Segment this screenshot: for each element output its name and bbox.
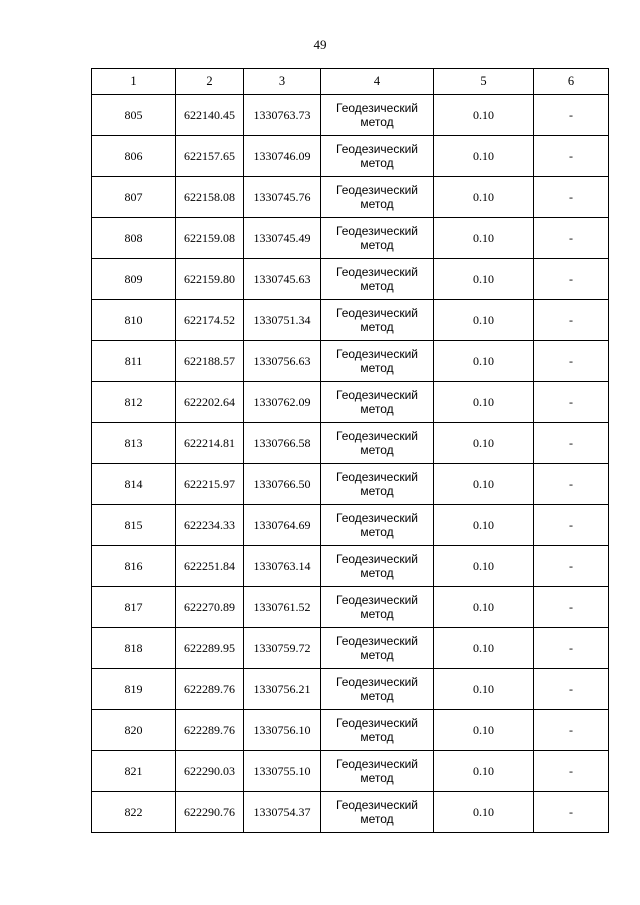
method-cell xyxy=(321,792,434,833)
page-number: 49 xyxy=(313,37,327,52)
note-cell: - xyxy=(534,628,609,669)
method-line: метод xyxy=(360,689,394,703)
note-cell: - xyxy=(534,218,609,259)
table-row xyxy=(92,177,609,218)
y-coordinate-cell: 1330766.50 xyxy=(244,464,321,505)
x-coordinate-cell: 622290.03 xyxy=(176,751,244,792)
x-coordinate-cell: 622174.52 xyxy=(176,300,244,341)
table-row xyxy=(92,628,609,669)
header-cell: 4 xyxy=(321,69,434,95)
x-coordinate-cell: 622289.76 xyxy=(176,710,244,751)
table-body xyxy=(92,95,609,833)
point-number-cell: 812 xyxy=(92,382,176,423)
table-row xyxy=(92,546,609,587)
method-cell xyxy=(321,587,434,628)
y-coordinate-cell: 1330756.63 xyxy=(244,341,321,382)
table-row xyxy=(92,751,609,792)
point-number-cell: 817 xyxy=(92,587,176,628)
method-line: метод xyxy=(360,648,394,662)
table-row xyxy=(92,341,609,382)
y-coordinate-cell: 1330745.63 xyxy=(244,259,321,300)
y-coordinate-cell: 1330761.52 xyxy=(244,587,321,628)
x-coordinate-cell: 622159.80 xyxy=(176,259,244,300)
method-cell xyxy=(321,546,434,587)
y-coordinate-cell: 1330755.10 xyxy=(244,751,321,792)
accuracy-cell: 0.10 xyxy=(434,95,534,136)
accuracy-cell: 0.10 xyxy=(434,751,534,792)
method-line: Геодезический xyxy=(336,388,418,402)
method-line: Геодезический xyxy=(336,101,418,115)
method-line: метод xyxy=(360,238,394,252)
y-coordinate-cell: 1330745.49 xyxy=(244,218,321,259)
table-row xyxy=(92,300,609,341)
point-number-cell: 810 xyxy=(92,300,176,341)
method-line: Геодезический xyxy=(336,511,418,525)
accuracy-cell: 0.10 xyxy=(434,177,534,218)
note-cell: - xyxy=(534,587,609,628)
table-row xyxy=(92,710,609,751)
method-line: метод xyxy=(360,320,394,334)
table-header-row xyxy=(92,69,609,95)
method-line: метод xyxy=(360,402,394,416)
method-line: метод xyxy=(360,115,394,129)
accuracy-cell: 0.10 xyxy=(434,423,534,464)
accuracy-cell: 0.10 xyxy=(434,341,534,382)
method-line: Геодезический xyxy=(336,675,418,689)
point-number-cell: 822 xyxy=(92,792,176,833)
method-line: Геодезический xyxy=(336,634,418,648)
note-cell: - xyxy=(534,300,609,341)
method-cell xyxy=(321,136,434,177)
x-coordinate-cell: 622159.08 xyxy=(176,218,244,259)
y-coordinate-cell: 1330756.10 xyxy=(244,710,321,751)
point-number-cell: 808 xyxy=(92,218,176,259)
x-coordinate-cell: 622234.33 xyxy=(176,505,244,546)
table-row xyxy=(92,136,609,177)
note-cell: - xyxy=(534,177,609,218)
header-cell: 6 xyxy=(534,69,609,95)
method-line: Геодезический xyxy=(336,306,418,320)
x-coordinate-cell: 622215.97 xyxy=(176,464,244,505)
accuracy-cell: 0.10 xyxy=(434,587,534,628)
method-line: метод xyxy=(360,730,394,744)
method-line: Геодезический xyxy=(336,429,418,443)
y-coordinate-cell: 1330763.14 xyxy=(244,546,321,587)
y-coordinate-cell: 1330746.09 xyxy=(244,136,321,177)
method-cell xyxy=(321,710,434,751)
method-line: метод xyxy=(360,484,394,498)
method-line: метод xyxy=(360,525,394,539)
method-cell xyxy=(321,628,434,669)
method-line: Геодезический xyxy=(336,347,418,361)
accuracy-cell: 0.10 xyxy=(434,792,534,833)
note-cell: - xyxy=(534,95,609,136)
accuracy-cell: 0.10 xyxy=(434,628,534,669)
table-row xyxy=(92,218,609,259)
point-number-cell: 806 xyxy=(92,136,176,177)
note-cell: - xyxy=(534,792,609,833)
point-number-cell: 814 xyxy=(92,464,176,505)
header-cell: 1 xyxy=(92,69,176,95)
method-line: Геодезический xyxy=(336,470,418,484)
point-number-cell: 818 xyxy=(92,628,176,669)
table-row xyxy=(92,423,609,464)
method-line: Геодезический xyxy=(336,593,418,607)
method-line: метод xyxy=(360,197,394,211)
accuracy-cell: 0.10 xyxy=(434,300,534,341)
method-line: Геодезический xyxy=(336,798,418,812)
table-row xyxy=(92,259,609,300)
method-line: метод xyxy=(360,279,394,293)
y-coordinate-cell: 1330759.72 xyxy=(244,628,321,669)
method-cell xyxy=(321,341,434,382)
point-number-cell: 813 xyxy=(92,423,176,464)
x-coordinate-cell: 622158.08 xyxy=(176,177,244,218)
method-cell xyxy=(321,464,434,505)
note-cell: - xyxy=(534,710,609,751)
point-number-cell: 809 xyxy=(92,259,176,300)
point-number-cell: 807 xyxy=(92,177,176,218)
method-line: метод xyxy=(360,156,394,170)
method-cell xyxy=(321,300,434,341)
y-coordinate-cell: 1330754.37 xyxy=(244,792,321,833)
y-coordinate-cell: 1330766.58 xyxy=(244,423,321,464)
note-cell: - xyxy=(534,464,609,505)
table-row xyxy=(92,587,609,628)
x-coordinate-cell: 622214.81 xyxy=(176,423,244,464)
x-coordinate-cell: 622289.95 xyxy=(176,628,244,669)
accuracy-cell: 0.10 xyxy=(434,669,534,710)
method-line: метод xyxy=(360,443,394,457)
accuracy-cell: 0.10 xyxy=(434,136,534,177)
method-cell xyxy=(321,505,434,546)
accuracy-cell: 0.10 xyxy=(434,546,534,587)
header-cell: 2 xyxy=(176,69,244,95)
y-coordinate-cell: 1330756.21 xyxy=(244,669,321,710)
method-line: метод xyxy=(360,607,394,621)
method-line: Геодезический xyxy=(336,183,418,197)
note-cell: - xyxy=(534,341,609,382)
y-coordinate-cell: 1330764.69 xyxy=(244,505,321,546)
table-row xyxy=(92,792,609,833)
point-number-cell: 811 xyxy=(92,341,176,382)
point-number-cell: 819 xyxy=(92,669,176,710)
table-row xyxy=(92,669,609,710)
note-cell: - xyxy=(534,751,609,792)
point-number-cell: 820 xyxy=(92,710,176,751)
method-cell xyxy=(321,751,434,792)
method-cell xyxy=(321,177,434,218)
note-cell: - xyxy=(534,382,609,423)
x-coordinate-cell: 622202.64 xyxy=(176,382,244,423)
method-line: Геодезический xyxy=(336,224,418,238)
header-cell: 3 xyxy=(244,69,321,95)
accuracy-cell: 0.10 xyxy=(434,505,534,546)
accuracy-cell: 0.10 xyxy=(434,218,534,259)
y-coordinate-cell: 1330751.34 xyxy=(244,300,321,341)
method-cell xyxy=(321,423,434,464)
point-number-cell: 816 xyxy=(92,546,176,587)
x-coordinate-cell: 622140.45 xyxy=(176,95,244,136)
y-coordinate-cell: 1330762.09 xyxy=(244,382,321,423)
method-line: Геодезический xyxy=(336,757,418,771)
table-row xyxy=(92,95,609,136)
note-cell: - xyxy=(534,136,609,177)
method-line: метод xyxy=(360,566,394,580)
point-number-cell: 805 xyxy=(92,95,176,136)
note-cell: - xyxy=(534,259,609,300)
method-cell xyxy=(321,259,434,300)
method-cell xyxy=(321,218,434,259)
x-coordinate-cell: 622289.76 xyxy=(176,669,244,710)
point-number-cell: 815 xyxy=(92,505,176,546)
method-line: Геодезический xyxy=(336,265,418,279)
coordinates-table xyxy=(91,68,609,833)
table-row xyxy=(92,382,609,423)
point-number-cell: 821 xyxy=(92,751,176,792)
y-coordinate-cell: 1330763.73 xyxy=(244,95,321,136)
note-cell: - xyxy=(534,546,609,587)
table-row xyxy=(92,505,609,546)
x-coordinate-cell: 622290.76 xyxy=(176,792,244,833)
x-coordinate-cell: 622188.57 xyxy=(176,341,244,382)
x-coordinate-cell: 622157.65 xyxy=(176,136,244,177)
method-line: Геодезический xyxy=(336,142,418,156)
y-coordinate-cell: 1330745.76 xyxy=(244,177,321,218)
method-cell xyxy=(321,95,434,136)
x-coordinate-cell: 622251.84 xyxy=(176,546,244,587)
method-line: Геодезический xyxy=(336,716,418,730)
table-row xyxy=(92,464,609,505)
method-cell xyxy=(321,669,434,710)
method-cell xyxy=(321,382,434,423)
accuracy-cell: 0.10 xyxy=(434,382,534,423)
header-cell: 5 xyxy=(434,69,534,95)
accuracy-cell: 0.10 xyxy=(434,259,534,300)
accuracy-cell: 0.10 xyxy=(434,710,534,751)
method-line: метод xyxy=(360,812,394,826)
accuracy-cell: 0.10 xyxy=(434,464,534,505)
method-line: метод xyxy=(360,361,394,375)
method-line: метод xyxy=(360,771,394,785)
x-coordinate-cell: 622270.89 xyxy=(176,587,244,628)
note-cell: - xyxy=(534,669,609,710)
note-cell: - xyxy=(534,423,609,464)
note-cell: - xyxy=(534,505,609,546)
method-line: Геодезический xyxy=(336,552,418,566)
